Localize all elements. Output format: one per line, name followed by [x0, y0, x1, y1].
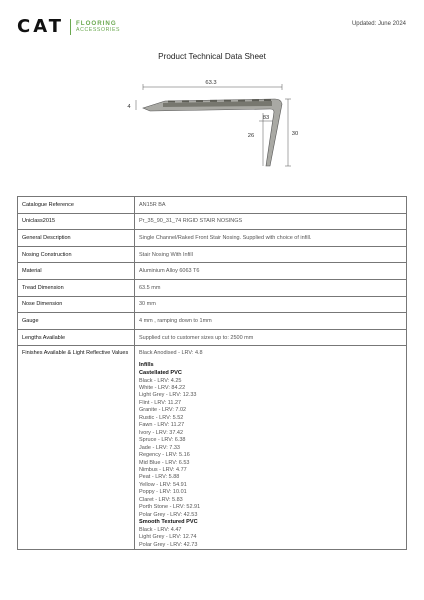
- list-item: Granite - LRV: 7.02: [139, 407, 187, 414]
- spec-table: [17, 196, 407, 550]
- spec-key: Nosing Construction: [18, 246, 135, 263]
- spec-key: Gauge: [18, 313, 135, 330]
- spec-value: AN15R BA: [135, 197, 407, 214]
- brand-sub-accessories: ACCESSORIES: [76, 26, 121, 33]
- finishes-row: [18, 346, 407, 550]
- list-item: White - LRV: 84.22: [139, 384, 186, 391]
- list-item: Fawn - LRV: 11.27: [139, 422, 185, 429]
- table-row: [18, 296, 407, 313]
- spec-value: Aluminium Alloy 6063 T6: [135, 263, 407, 280]
- page-title: Product Technical Data Sheet: [158, 52, 266, 61]
- finishes-key: Finishes Available & Light Reflective Values: [18, 346, 135, 550]
- table-row: [18, 313, 407, 330]
- list-item: Light Grey - LRV: 12.74: [139, 534, 197, 541]
- infill-group-heading: Castellated PVC: [139, 369, 182, 376]
- nosing-profile: [143, 99, 282, 166]
- spec-key: Lengths Available: [18, 329, 135, 346]
- list-item: Black - LRV: 4.25: [139, 377, 182, 384]
- list-item: Spruce - LRV: 6.38: [139, 437, 186, 444]
- spec-value: Pr_35_90_31_74 RIGID STAIR NOSINGS: [135, 213, 407, 230]
- table-row: [18, 263, 407, 280]
- list-item: Polar Grey - LRV: 42.53: [139, 511, 198, 518]
- list-item: Poppy - LRV: 10.01: [139, 489, 187, 496]
- spec-key: Nose Dimension: [18, 296, 135, 313]
- infills-heading: Infills: [139, 362, 154, 369]
- outer-height-label: 30: [291, 131, 299, 137]
- left-height-label: 4: [127, 104, 131, 110]
- table-row: [18, 279, 407, 296]
- list-item: Mid Blue - LRV: 6.53: [139, 459, 190, 466]
- list-item: Porth Stone - LRV: 52.91: [139, 504, 201, 511]
- table-row: [18, 213, 407, 230]
- list-item: Peat - LRV: 5.88: [139, 474, 180, 481]
- spec-key: Uniclass2015: [18, 213, 135, 230]
- spec-key: Catalogue Reference: [18, 197, 135, 214]
- table-row: [18, 329, 407, 346]
- list-item: Polar Grey - LRV: 42.73: [139, 541, 198, 548]
- infill-groups: [139, 370, 402, 549]
- list-item: Ivory - LRV: 37.42: [139, 429, 184, 436]
- list-item: Regency - LRV: 5.16: [139, 452, 190, 459]
- brand-sub-flooring: FLOORING: [76, 19, 117, 27]
- spec-value: 4 mm , ramping down to 1mm: [135, 313, 407, 330]
- spec-value: Supplied cut to customer sizes up to: 2500 mm: [135, 329, 407, 346]
- width-dimension-label: 63.3: [205, 80, 217, 86]
- infill-group-heading: Smooth Textured PVC: [139, 519, 198, 526]
- spec-value: Single Channel/Raked Front Stair Nosing. Supplied with choice of infill.: [135, 230, 407, 247]
- table-row: [18, 197, 407, 214]
- inner-offset-label: 83: [262, 115, 270, 121]
- finishes-value: [135, 346, 407, 550]
- spec-key: Material: [18, 263, 135, 280]
- list-item: Rustic - LRV: 5.52: [139, 414, 184, 421]
- inner-height-label: 26: [247, 133, 255, 139]
- list-item: Claret - LRV: 5.83: [139, 496, 183, 503]
- spec-value: Stair Nosing With Infill: [135, 246, 407, 263]
- spec-value: 63.5 mm: [135, 279, 407, 296]
- table-row: [18, 230, 407, 247]
- anodised-finish: Black Anodised - LRV: 4.8: [139, 350, 203, 357]
- table-row: [18, 246, 407, 263]
- list-item: Yellow - LRV: 54.91: [139, 481, 187, 488]
- brand-name: CAT: [17, 16, 65, 37]
- list-item: Black - LRV: 4.47: [139, 526, 182, 533]
- profile-diagram: [0, 0, 424, 180]
- list-item: Light Grey - LRV: 12.33: [139, 392, 197, 399]
- list-item: Jade - LRV: 7.33: [139, 444, 180, 451]
- spec-key: General Description: [18, 230, 135, 247]
- list-item: Flint - LRV: 11.27: [139, 399, 182, 406]
- spec-key: Tread Dimension: [18, 279, 135, 296]
- list-item: Nimbus - LRV: 4.77: [139, 466, 187, 473]
- updated-date: Updated: June 2024: [351, 21, 406, 27]
- spec-value: 30 mm: [135, 296, 407, 313]
